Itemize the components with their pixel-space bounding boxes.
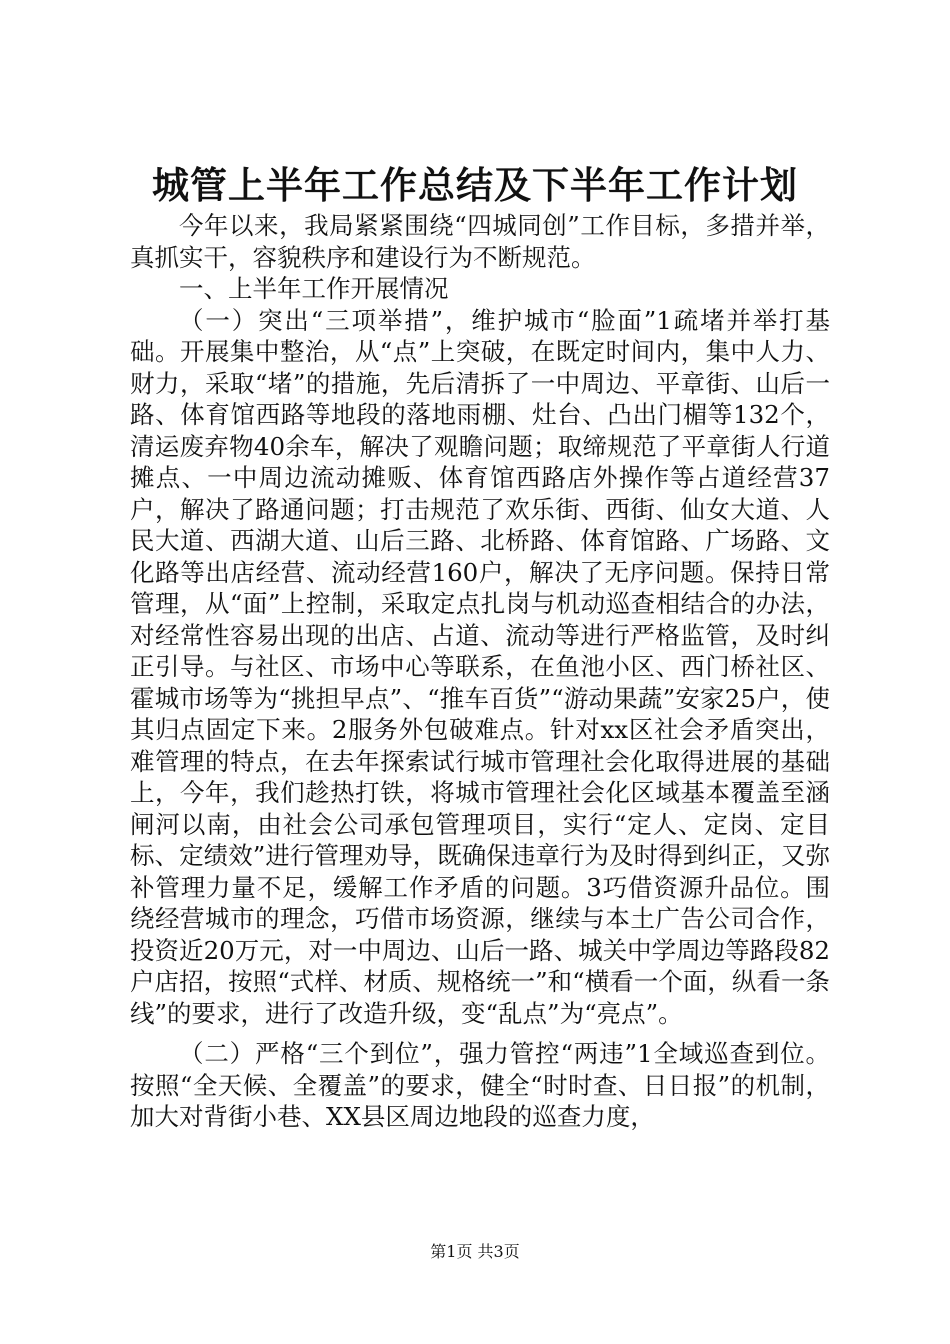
body-paragraph-2: （二）严格“三个到位”，强力管控“两违”1全域巡查到位。按照“全天候、全覆盖”的要求，健全“时时查、日日报”的机制，加大对背街小巷、XX县区周边地段的巡查力度， — [130, 1039, 830, 1131]
intro-paragraph: 今年以来，我局紧紧围绕“四城同创”工作目标，多措并举，真抓实干，容貌秩序和建设行为不断规范。 — [130, 211, 830, 272]
body-paragraph-1: （一）突出“三项举措”，维护城市“脸面”1疏堵并举打基础。开展集中整治，从“点”上突破，在既定时间内，集中人力、财力，采取“堵”的措施，先后清拆了一中周边、平章街、山后一路、体育馆西路等地段的落地雨棚、灶台、凸出门楣等132个，清运废弃物40余车，解决了观瞻问题；取缔规范了平章街人行道摊点、一中周边流动摊贩、体育馆西路店外操作等占道经营37户，解决了路通问题；打击规范了欢乐街、西街、仙女大道、人民大道、西湖大道、山后三路、北桥路、体育馆路、广场路、文化路等出店经营、流动经营160户，解决了无序问题。保持日常管理，从“面”上控制，采取定点扎岗与机动巡查相结合的办法，对经常性容易出现的出店、占道、流动等进行严格监管，及时纠正引导。与社区、市场中心等联系，在鱼池小区、西门桥社区、霍城市场等为“挑担早点”、“推车百货”“游动果蔬”安家25户，使其归点固定下来。2服务外包破难点。针对xx区社会矛盾突出，难管理的特点，在去年探索试行城市管理社会化取得进展的基础上，今年，我们趁热打铁，将城市管理社会化区域基本覆盖至涵闸河以南，由社会公司承包管理项目，实行“定人、定岗、定目标、定绩效”进行管理劝导，既确保违章行为及时得到纠正，又弥补管理力量不足，缓解工作矛盾的问题。3巧借资源升品位。围绕经营城市的理念，巧借市场资源，继续与本土广告公司合作，投资近20万元，对一中周边、山后一路、城关中学周边等路段82户店招，按照“式样、材质、规格统一”和“横看一个面，纵看一条线”的要求，进行了改造升级，变“乱点”为“亮点”。 — [130, 305, 830, 1028]
section-heading: 一、上半年工作开展情况 — [179, 274, 449, 303]
document-body — [130, 210, 830, 1133]
page-number-footer: 第1页 共3页 — [430, 1242, 520, 1261]
document-title: 城管上半年工作总结及下半年工作计划 — [152, 163, 798, 207]
